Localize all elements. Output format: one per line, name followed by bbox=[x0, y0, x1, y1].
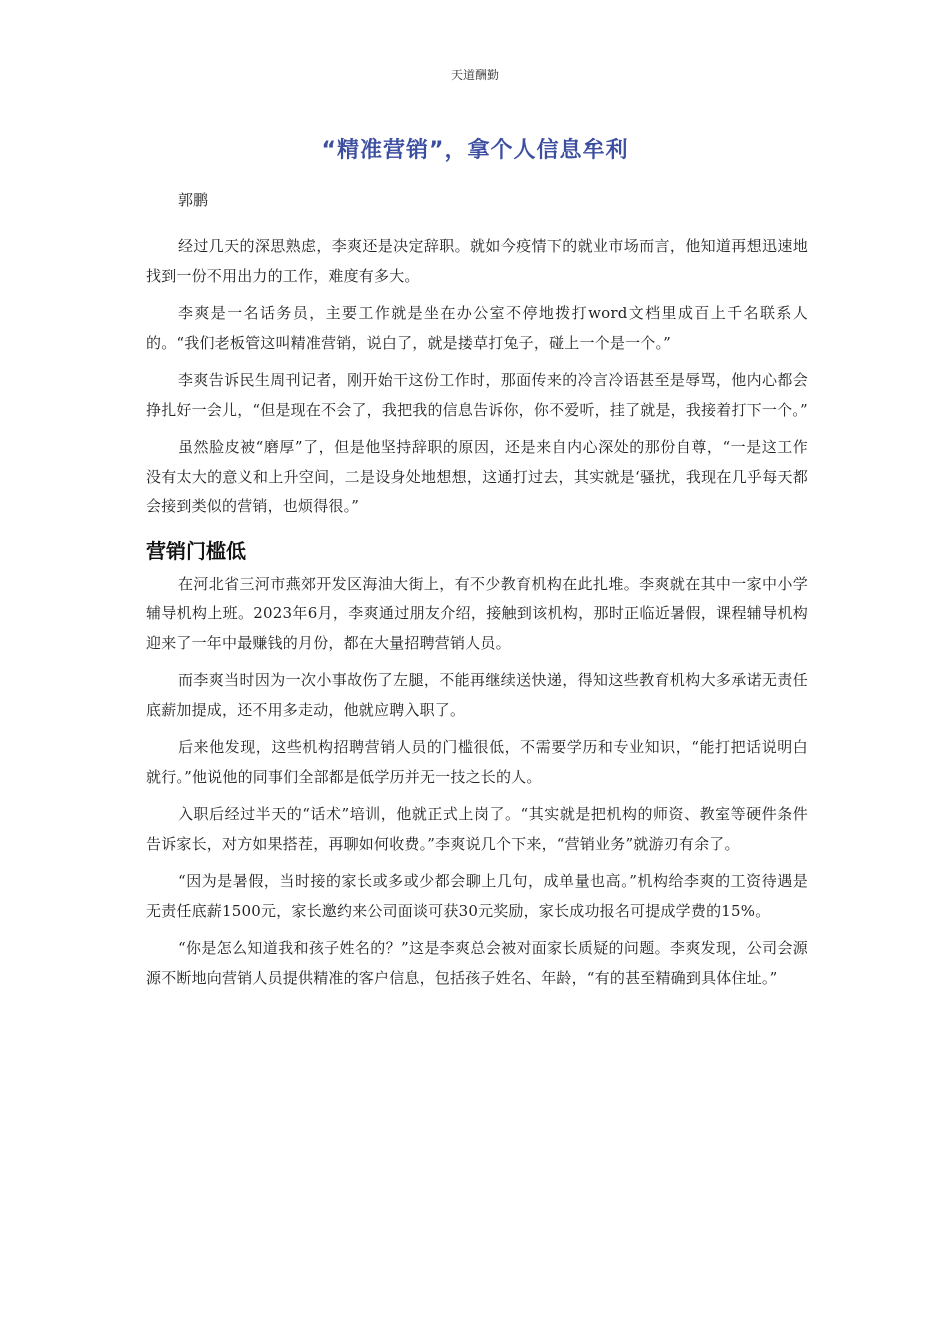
paragraph: 后来他发现，这些机构招聘营销人员的门槛很低，不需要学历和专业知识，“能打把话说明白就行。”他说他的同事们全部都是低学历并无一技之长的人。 bbox=[146, 738, 808, 786]
article-author: 郭鹏 bbox=[178, 191, 209, 209]
paragraph: “你是怎么知道我和孩子姓名的？”这是李爽总会被对面家长质疑的问题。李爽发现，公司会源源不断地向营销人员提供精准的客户信息，包括孩子姓名、年龄，“有的甚至精确到具体住址。” bbox=[146, 939, 808, 987]
article-body bbox=[146, 186, 808, 1001]
article-title: “精准营销”，拿个人信息牟利 bbox=[321, 138, 629, 163]
paragraph: 李爽告诉民生周刊记者，刚开始干这份工作时，那面传来的冷言冷语甚至是辱骂，他内心都会挣扎好一会儿，“但是现在不会了，我把我的信息告诉你，你不爱听，挂了就是，我接着打下一个。” bbox=[146, 371, 808, 419]
page-header: 天道酬勤 bbox=[450, 68, 499, 82]
paragraph: “因为是暑假，当时接的家长或多或少都会聊上几句，成单量也高。”机构给李爽的工资待遇是无责任底薪1500元，家长邀约来公司面谈可获30元奖励，家长成功报名可提成学费的15%。 bbox=[146, 872, 808, 920]
paragraph: 虽然脸皮被“磨厚”了，但是他坚持辞职的原因，还是来自内心深处的那份自尊，“一是这工作没有太大的意义和上升空间，二是设身处地想想，这通打过去，其实就是‘骚扰，我现在几乎每天都会接到类似的营销，也烦得很。” bbox=[146, 438, 808, 515]
section-heading: 营销门槛低 bbox=[146, 538, 246, 563]
paragraph: 经过几天的深思熟虑，李爽还是决定辞职。就如今疫情下的就业市场而言，他知道再想迅速地找到一份不用出力的工作，难度有多大。 bbox=[146, 237, 808, 285]
paragraph: 李爽是一名话务员，主要工作就是坐在办公室不停地拨打word文档里成百上千名联系人的。“我们老板管这叫精准营销，说白了，就是搂草打兔子，碰上一个是一个。” bbox=[146, 304, 808, 352]
paragraph: 在河北省三河市燕郊开发区海油大街上，有不少教育机构在此扎堆。李爽就在其中一家中小学辅导机构上班。2023年6月，李爽通过朋友介绍，接触到该机构，那时正临近暑假，课程辅导机构迎来了一年中最赚钱的月份，都在大量招聘营销人员。 bbox=[146, 574, 808, 652]
paragraph: 入职后经过半天的“话术”培训，他就正式上岗了。“其实就是把机构的师资、教室等硬件条件告诉家长，对方如果搭茬，再聊如何收费。”李爽说几个下来，“营销业务”就游刃有余了。 bbox=[146, 805, 808, 853]
paragraph: 而李爽当时因为一次小事故伤了左腿，不能再继续送快递，得知这些教育机构大多承诺无责任底薪加提成，还不用多走动，他就应聘入职了。 bbox=[146, 671, 808, 719]
